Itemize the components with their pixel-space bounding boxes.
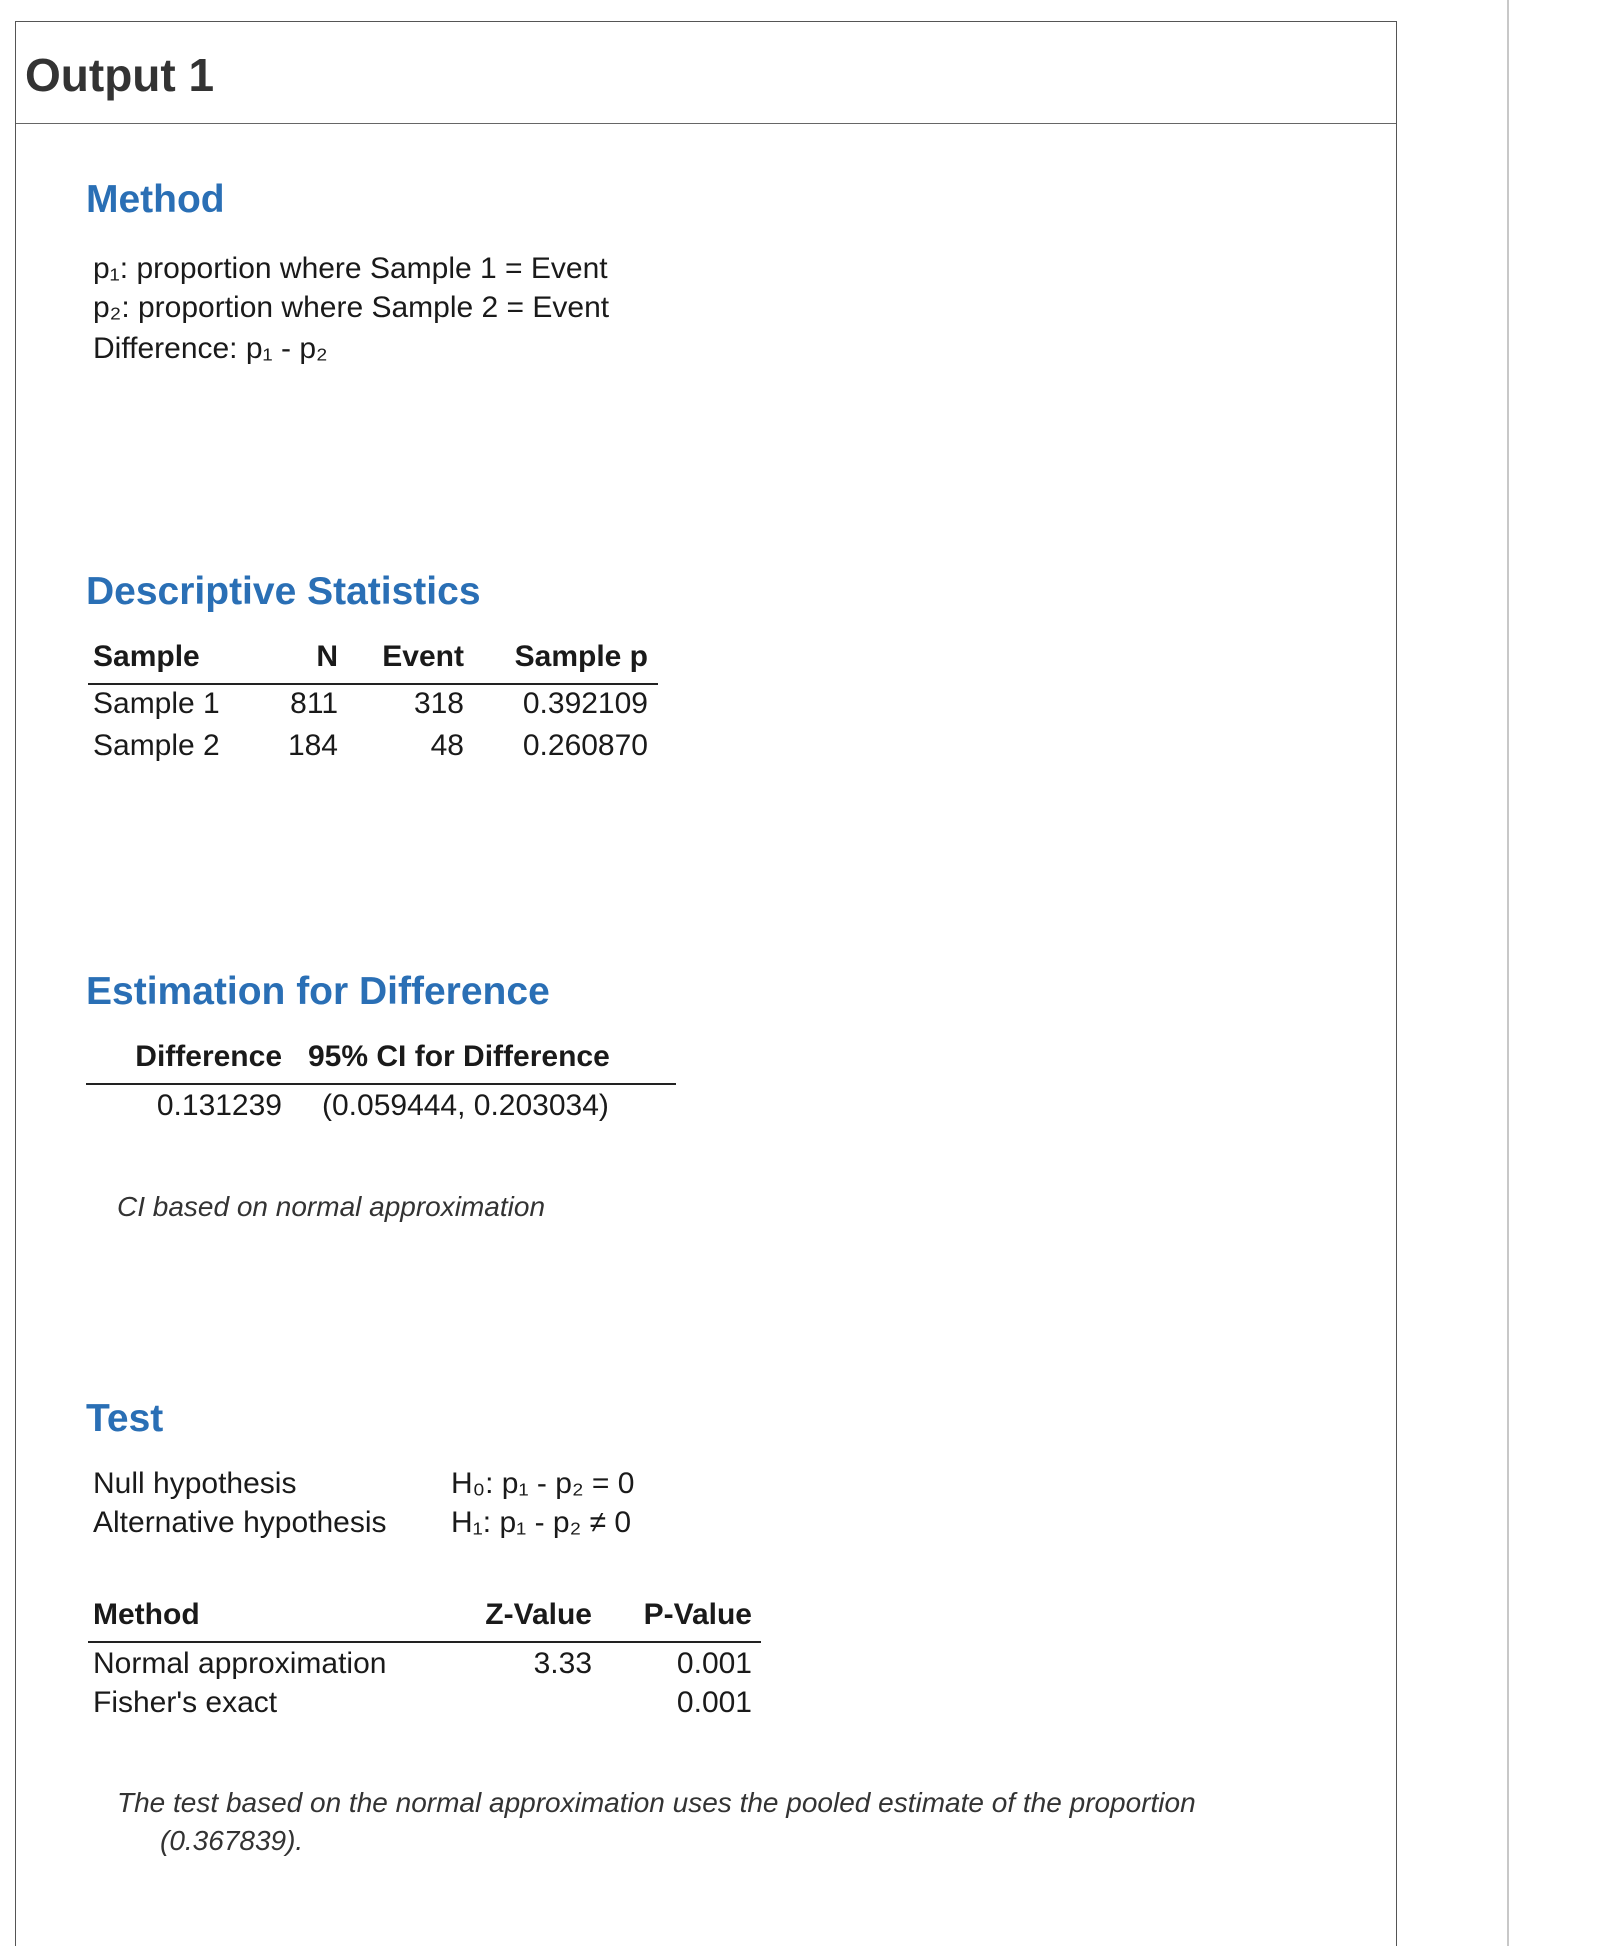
method-line-p2: p₂: proportion where Sample 2 = Event	[93, 291, 610, 324]
est-header-ci: 95% CI for Difference	[308, 1040, 610, 1073]
method-line-difference: Difference: p₁ - p₂	[93, 332, 328, 365]
desc-cell-sample-p: 0.260870	[522, 729, 648, 762]
descriptive-title: Descriptive Statistics	[86, 570, 481, 613]
desc-header-rule	[88, 683, 658, 685]
desc-cell-n: 811	[290, 687, 338, 720]
output-header	[16, 22, 1396, 124]
test-cell-method: Normal approximation	[93, 1647, 387, 1680]
test-title: Test	[86, 1397, 164, 1440]
est-header-rule	[86, 1083, 676, 1085]
test-header-p-value: P-Value	[643, 1598, 752, 1631]
desc-cell-sample-p: 0.392109	[522, 687, 648, 720]
test-header-z-value: Z-Value	[485, 1598, 592, 1631]
est-cell-difference: 0.131239	[156, 1089, 282, 1122]
estimation-note: CI based on normal approximation	[117, 1191, 546, 1222]
null-hypothesis-label: Null hypothesis	[93, 1467, 297, 1500]
desc-header-sample-p: Sample p	[514, 640, 648, 673]
est-header-difference: Difference	[135, 1040, 282, 1073]
test-cell-method: Fisher's exact	[93, 1686, 278, 1719]
test-note-line-2: (0.367839).	[160, 1825, 304, 1856]
alt-hypothesis-label: Alternative hypothesis	[93, 1506, 387, 1539]
alt-hypothesis-value: H₁: p₁ - p₂ ≠ 0	[451, 1506, 632, 1539]
estimation-title: Estimation for Difference	[86, 970, 550, 1013]
test-header-method: Method	[93, 1598, 200, 1631]
desc-cell-sample: Sample 2	[93, 729, 220, 762]
desc-cell-event: 318	[413, 687, 464, 720]
desc-cell-n: 184	[287, 729, 338, 762]
method-line-p1: p₁: proportion where Sample 1 = Event	[93, 252, 608, 285]
test-cell-p-value: 0.001	[676, 1686, 752, 1719]
est-cell-ci: (0.059444, 0.203034)	[322, 1089, 609, 1122]
scrollbar-track-line	[1507, 0, 1509, 1946]
output-title: Output 1	[25, 49, 215, 101]
desc-header-sample: Sample	[93, 640, 200, 673]
test-note-line-1: The test based on the normal approximation uses the pooled estimate of the proportion	[117, 1787, 1196, 1818]
test-cell-p-value: 0.001	[676, 1647, 752, 1680]
null-hypothesis-value: H₀: p₁ - p₂ = 0	[451, 1467, 635, 1500]
method-title: Method	[86, 178, 225, 221]
test-header-rule	[88, 1641, 761, 1643]
test-cell-z-value: 3.33	[533, 1647, 592, 1680]
desc-cell-sample: Sample 1	[93, 687, 220, 720]
desc-header-n: N	[316, 640, 338, 673]
desc-cell-event: 48	[430, 729, 464, 762]
desc-header-event: Event	[382, 640, 464, 673]
